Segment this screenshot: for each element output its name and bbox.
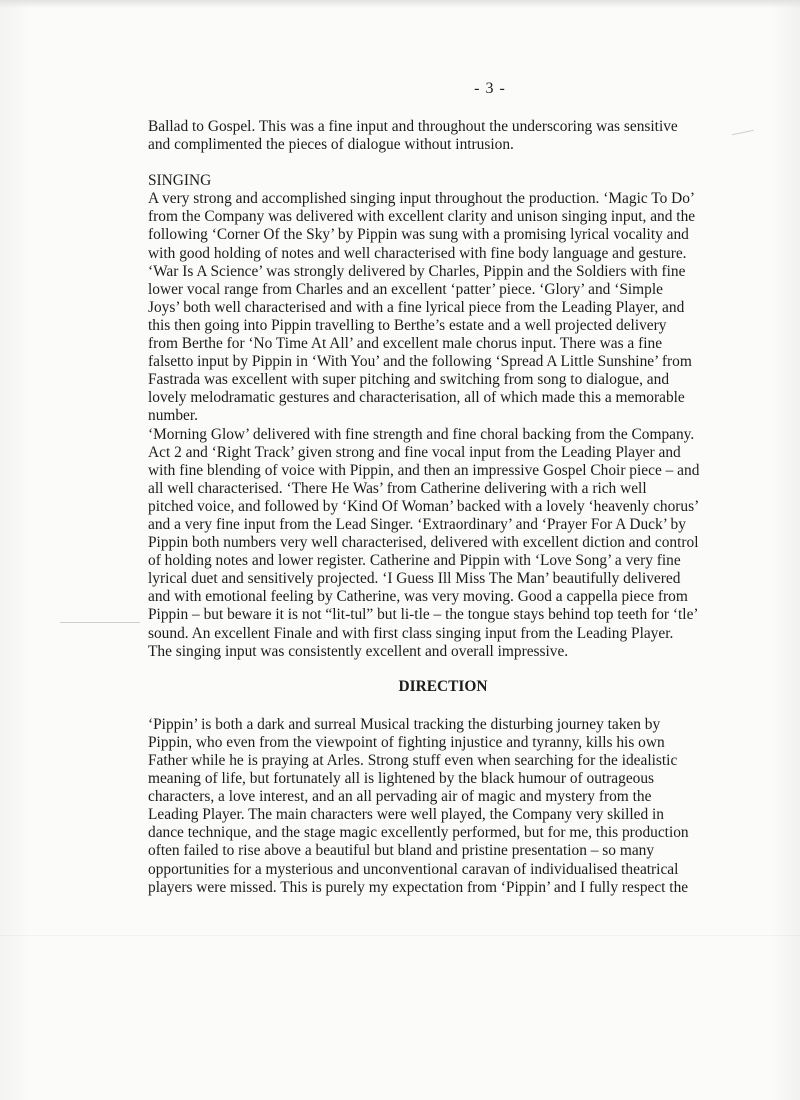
paragraph-singing-1: A very strong and accomplished singing input throughout the production. ‘Magic To Do’ from the Company was delivered with excellent clarity and unison singing input, and the following ‘Corner Of the Sky’ by Pippin was sung with a promising lyrical vocality and with good holding of notes and well characterised with fine body language and gesture. ‘War Is A Science’ was strongly delivered by Charles, Pippin and the Soldiers with fine lower vocal range from Charles and an excellent ‘patter’ piece. ‘Glory’ and ‘Simple Joys’ both well characterised and with a fine lyrical piece from the Leading Player, and this then going into Pippin travelling to Berthe’s estate and a well projected delivery from Berthe for ‘No Time At All’ and excellent male chorus input. There was a fine falsetto input by Pippin in ‘With You’ and the following ‘Spread A Little Sunshine’ from Fastrada was excellent with super pitching and switching from song to dialogue, and lovely melodramatic gestures and characterisation, all of which made this a memorable number. (148, 190, 696, 425)
section-heading-direction: DIRECTION (398, 677, 488, 695)
document-body (148, 118, 738, 897)
paragraph-ballad: Ballad to Gospel. This was a fine input and throughout the underscoring was sensitive and complimented the pieces of dialogue without intrusion. (148, 118, 678, 154)
section-heading-singing: SINGING (148, 172, 212, 190)
scan-edge (0, 0, 800, 8)
stray-scan-line (60, 622, 140, 623)
paragraph-singing-2: ‘Morning Glow’ delivered with fine strength and fine choral backing from the Company. Act 2 and ‘Right Track’ given strong and fine vocal input from the Leading Player and with fine blending of voice with Pippin, and then an impressive Gospel Choir piece – and all well characterised. ‘There He Was’ from Catherine delivering with a rich well pitched voice, and followed by ‘Kind Of Woman’ backed with a lovely ‘heavenly chorus’ and a very fine input from the Lead Singer. ‘Extraordinary’ and ‘Prayer For A Duck’ by Pippin both numbers very well characterised, delivered with excellent diction and control of holding notes and lower register. Catherine and Pippin with ‘Love Song’ a very fine lyrical duet and sensitively projected. ‘I Guess Ill Miss The Man’ beautifully delivered and with emotional feeling by Catherine, was very moving. Good a cappella piece from Pippin – but beware it is not “lit-tul” but li-tle – the tongue stays behind top teeth for ‘tle’ sound. An excellent Finale and with first class singing input from the Leading Player. The singing input was consistently excellent and overall impressive. (148, 425, 700, 660)
page-number: - 3 - (474, 80, 506, 97)
paragraph-direction-1: ‘Pippin’ is both a dark and surreal Musical tracking the disturbing journey taken by Pippin, who even from the viewpoint of fighting injustice and tyranny, kills his own Father while he is praying at Arles. Strong stuff even when searching for the idealistic meaning of life, but fortunately all is lightened by the black humour of outrageous characters, a love interest, and an all pervading air of magic and mystery from the Leading Player. The main characters were well played, the Company very skilled in dance technique, and the stage magic excellently performed, but for me, this production often failed to rise above a beautiful but bland and pristine presentation – so many opportunities for a mysterious and unconventional caravan of individualised theatrical players were missed. This is purely my expectation from ‘Pippin’ and I fully respect the (148, 715, 689, 896)
paper-fold-line (0, 935, 800, 936)
